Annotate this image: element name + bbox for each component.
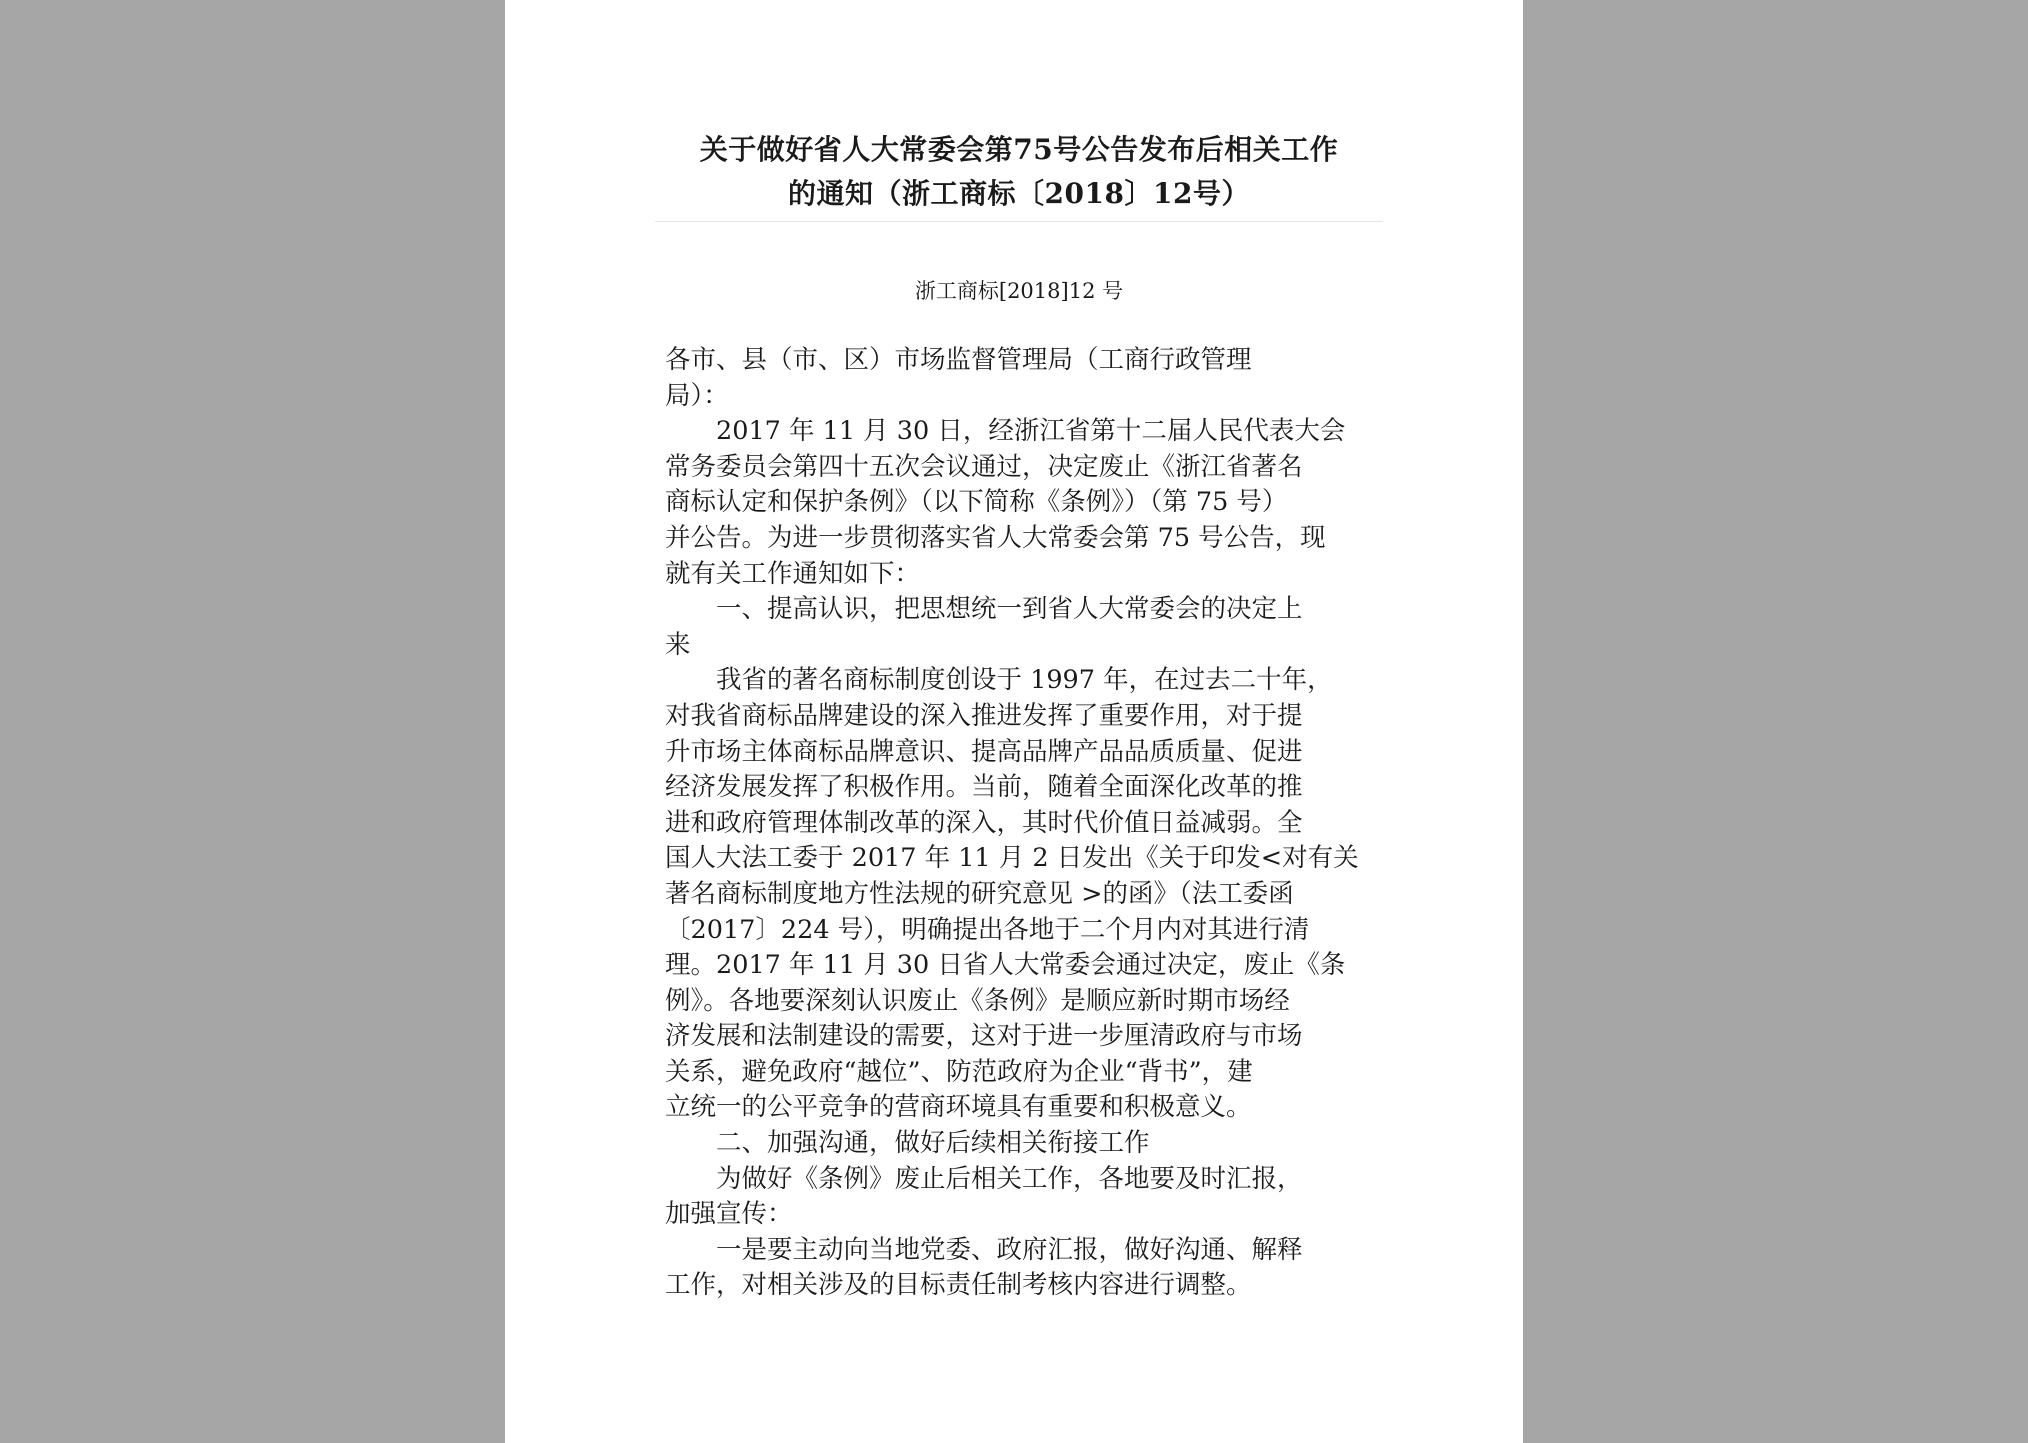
- body-line: 2017 年 11 月 30 日，经浙江省第十二届人民代表大会: [716, 416, 1346, 447]
- body-line: 对我省商标品牌建设的深入推进发挥了重要作用，对于提: [665, 700, 1303, 731]
- body-line: 各市、县（市、区）市场监督管理局（工商行政管理: [665, 345, 1252, 375]
- body-line: 我省的著名商标制度创设于 1997 年，在过去二十年，: [716, 665, 1333, 696]
- document-number: 浙工商标[2018]12 号: [914, 279, 1124, 303]
- body-line: 工作，对相关涉及的目标责任制考核内容进行调整。: [665, 1270, 1252, 1301]
- body-line: 〔2017〕224 号），明确提出各地于二个月内对其进行清: [665, 914, 1310, 945]
- body-line: 国人大法工委于 2017 年 11 月 2 日发出《关于印发<对有关: [665, 843, 1359, 874]
- body-line: 一是要主动向当地党委、政府汇报，做好沟通、解释: [716, 1234, 1303, 1265]
- body-line: 加强宣传：: [665, 1199, 793, 1230]
- body-line: 局）：: [665, 380, 729, 411]
- body-line: 理。2017 年 11 月 30 日省人大常委会通过决定，废止《条: [665, 950, 1346, 981]
- document-title: [655, 128, 1383, 216]
- body-line: 关系，避免政府“越位”、防范政府为企业“背书”，建: [665, 1056, 1253, 1087]
- section-heading-2: 二、加强沟通，做好后续相关衔接工作: [716, 1128, 1150, 1159]
- body-line: 经济发展发挥了积极作用。当前，随着全面深化改革的推: [665, 772, 1303, 803]
- body-line: 并公告。为进一步贯彻落实省人大常委会第 75 号公告，现: [665, 522, 1326, 553]
- body-line: 立统一的公平竞争的营商环境具有重要和积极意义。: [665, 1092, 1252, 1123]
- title-line-2: 的通知（浙工商标〔2018〕12号）: [788, 177, 1250, 210]
- body-line: 进和政府管理体制改革的深入，其时代价值日益减弱。全: [665, 807, 1303, 838]
- title-line-1: 关于做好省人大常委会第75号公告发布后相关工作: [699, 133, 1339, 166]
- body-line: 升市场主体商标品牌意识、提高品牌产品品质质量、促进: [665, 736, 1303, 767]
- body-line: 常务委员会第四十五次会议通过，决定废止《浙江省著名: [665, 451, 1303, 482]
- body-line: 来: [665, 629, 691, 660]
- title-divider: [655, 221, 1383, 222]
- body-line: 就有关工作通知如下：: [665, 558, 921, 589]
- body-line: 商标认定和保护条例》（以下简称《条例》）（第 75 号）: [665, 487, 1288, 518]
- section-heading-1: 一、提高认识，把思想统一到省人大常委会的决定上: [716, 594, 1303, 625]
- body-line: 著名商标制度地方性法规的研究意见 >的函》（法工委函: [665, 878, 1294, 909]
- document-body: [665, 343, 1385, 1304]
- document-page: [505, 0, 1523, 1443]
- body-line: 为做好《条例》废止后相关工作，各地要及时汇报，: [716, 1163, 1303, 1194]
- body-line: 济发展和法制建设的需要，这对于进一步厘清政府与市场: [665, 1021, 1303, 1052]
- body-line: 例》。各地要深刻认识废止《条例》是顺应新时期市场经: [665, 985, 1290, 1016]
